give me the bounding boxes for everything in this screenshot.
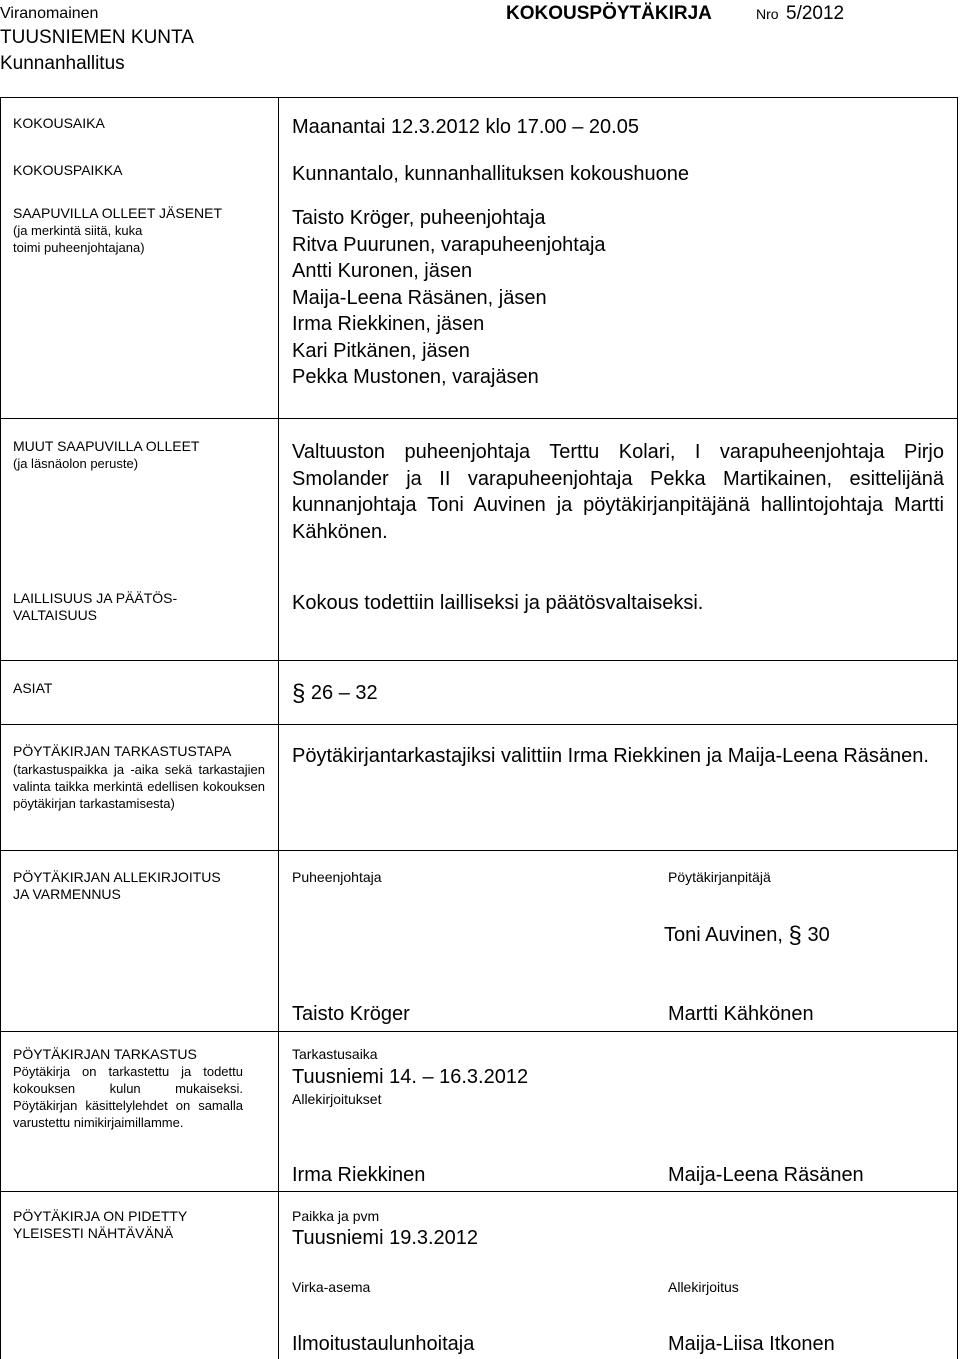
range-dash: – (422, 1066, 434, 1088)
row-divider (0, 850, 958, 851)
inspection-method-label: PÖYTÄKIRJAN TARKASTUSTAPA (13, 743, 232, 759)
member-entry: Pekka Mustonen, varajäsen (292, 366, 539, 388)
section-note-number: 30 (807, 924, 830, 946)
inspection-place-start: Tuusniemi 14. (292, 1066, 417, 1088)
row-divider (0, 1031, 958, 1032)
municipality-name: TUUSNIEMEN KUNTA (0, 27, 194, 48)
matters-start: 26 (310, 682, 334, 704)
members-note: (ja merkintä siitä, kuka (13, 223, 143, 238)
table-right-border (957, 97, 958, 1359)
others-note: (ja läsnäolon peruste) (13, 456, 139, 471)
others-present-text: Valtuuston puheenjohtaja Terttu Kolari, I varapuheenjohtaja Pirjo Smolander ja II varapuheenjohtaja Pekka Martikainen, esittelijänä kunnanjohtaja Toni Auvinen ja pöytäkirjanpitäjänä hallintojohtaja Martti Kähkönen. (292, 441, 944, 543)
matters-range (292, 680, 378, 708)
row-divider (0, 724, 958, 725)
member-entry: Ritva Puurunen, varapuheenjohtaja (292, 233, 606, 256)
place-date-label: Paikka ja pvm (292, 1208, 380, 1224)
signature-label: JA VARMENNUS (13, 886, 121, 902)
inspector-name: Irma Riekkinen (292, 1164, 426, 1186)
public-display-label: YLEISESTI NÄHTÄVÄNÄ (13, 1225, 174, 1241)
body-name: Kunnanhallitus (0, 53, 125, 74)
matters-end: 32 (355, 682, 378, 704)
matters-label: ASIAT (13, 680, 53, 696)
place-date-value: Tuusniemi 19.3.2012 (292, 1227, 479, 1249)
signer-name: Maija-Liisa Itkonen (668, 1333, 835, 1355)
section-note (664, 922, 830, 950)
document-number: 5/2012 (786, 3, 845, 24)
inspector-name: Maija-Leena Räsänen (668, 1164, 864, 1186)
chairman-role-label: Puheenjohtaja (292, 869, 382, 885)
row-divider (0, 660, 958, 661)
member-entry: Taisto Kröger, puheenjohtaja (292, 207, 546, 229)
inspection-time-label: Tarkastusaika (292, 1046, 378, 1062)
member-entry: Maija-Leena Räsänen, jäsen (292, 286, 547, 309)
member-entry: Kari Pitkänen, jäsen (292, 339, 470, 362)
range-dash: – (338, 682, 350, 704)
public-display-label: PÖYTÄKIRJA ON PIDETTY (13, 1208, 188, 1224)
inspection-method-value: Pöytäkirjantarkastajiksi valittiin Irma Riekkinen ja Maija-Leena Räsänen. (292, 745, 929, 767)
table-left-border (0, 97, 1, 1359)
member-list (292, 205, 606, 391)
legality-value: Kokous todettiin lailliseksi ja päätösvaltaiseksi. (292, 592, 704, 614)
legality-label: VALTAISUUS (13, 607, 98, 623)
member-entry: Irma Riekkinen, jäsen (292, 313, 485, 335)
meeting-place-label: KOKOUSPAIKKA (13, 162, 123, 178)
members-note: toimi puheenjohtajana) (13, 240, 145, 255)
row-divider (0, 1191, 958, 1192)
inspection-note: Pöytäkirja on tarkastettu ja todettu kokouksen kulun mukaiseksi. Pöytäkirjan käsittelylehdet on samalla varustettu nimikirjaimillamme. (13, 1064, 243, 1130)
inspection-method-note: (tarkastuspaikka ja -aika sekä tarkastajien valinta taikka merkintä edellisen kokouksen pöytäkirjan tarkastamisesta) (13, 762, 265, 811)
inspection-label: PÖYTÄKIRJAN TARKASTUS (13, 1046, 197, 1062)
table-top-border (0, 97, 958, 98)
inspection-end-date: 16.3.2012 (439, 1066, 529, 1088)
section-sign-icon: § (788, 922, 802, 949)
others-label: MUUT SAAPUVILLA OLLEET (13, 438, 200, 454)
document-title: KOKOUSPÖYTÄKIRJA (506, 3, 712, 24)
signature-field-label: Allekirjoitus (668, 1279, 739, 1295)
row-divider (0, 418, 958, 419)
members-label: SAAPUVILLA OLLEET JÄSENET (13, 205, 223, 221)
member-entry: Antti Kuronen, jäsen (292, 260, 473, 282)
position-label: Virka-asema (292, 1279, 371, 1295)
number-label: Nro (756, 6, 779, 22)
position-value: Ilmoitustaulunhoitaja (292, 1333, 475, 1355)
signature-label: PÖYTÄKIRJAN ALLEKIRJOITUS (13, 869, 221, 885)
section-sign-icon: § (292, 680, 306, 707)
signatures-label: Allekirjoitukset (292, 1091, 382, 1107)
meeting-time-value: Maanantai 12.3.2012 klo 17.00 – 20.05 (292, 116, 639, 138)
inspection-time-value (292, 1064, 528, 1091)
section-note-name: Toni Auvinen, (664, 924, 783, 946)
meeting-place-value: Kunnantalo, kunnanhallituksen kokoushuone (292, 163, 689, 185)
table-column-divider (278, 97, 279, 1359)
chairman-name: Taisto Kröger (292, 1003, 410, 1025)
legality-label: LAILLISUUS JA PÄÄTÖS- (13, 590, 178, 606)
meeting-time-label: KOKOUSAIKA (13, 115, 105, 131)
secretary-name: Martti Kähkönen (668, 1003, 814, 1025)
authority-label: Viranomainen (0, 5, 99, 22)
secretary-role-label: Pöytäkirjanpitäjä (668, 869, 771, 885)
